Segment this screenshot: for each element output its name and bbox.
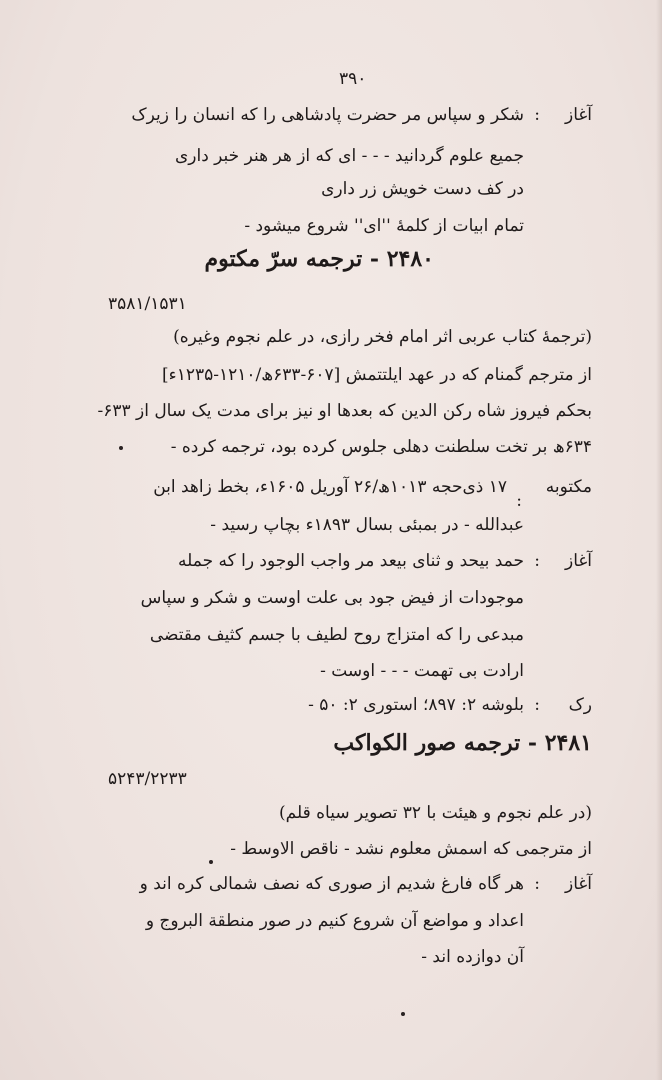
- text-line: در کف دست خویش زر داری: [321, 179, 524, 199]
- incipit-colon: :: [534, 874, 540, 894]
- text-line: جمیع علوم گردانید - - - ای که از هر هنر خبر داری: [174, 146, 524, 166]
- incipit-colon: :: [534, 105, 540, 125]
- catalog-number: ۵۲۴۳/۲۲۳۳: [108, 769, 187, 789]
- incipit-label: آغاز: [564, 105, 592, 125]
- text-line: ۶۳۴ھ بر تخت سلطنت دهلی جلوس کرده بود، ترجمه کرده -: [170, 437, 592, 457]
- reference-label: رک: [568, 695, 592, 715]
- text-line: موجودات از فیض جود بی علت اوست و شکر و سپاس: [140, 588, 524, 608]
- text-line: آن دوازده اند -: [421, 947, 524, 967]
- incipit-colon: :: [534, 551, 540, 571]
- copy-colon: :: [516, 491, 522, 511]
- text-line: (در علم نجوم و هیئت با ۳۲ تصویر سیاه قلم): [279, 803, 592, 823]
- catalog-number: ۳۵۸۱/۱۵۳۱: [108, 294, 187, 314]
- text-line: از مترجم گمنام که در عهد ایلتتمش [۶۰۷-۶۳۳ھ/۱۲۱۰-۱۲۳۵ء]: [162, 365, 592, 385]
- ink-speck: [209, 860, 213, 864]
- text-line: عبدالله - در بمبئی بسال ۱۸۹۳ء بچاپ رسید -: [210, 515, 524, 535]
- entry-heading: ۲۴۸۱ - ترجمه صور الکواکب: [333, 730, 592, 756]
- reference-line: بلوشه ۲: ۸۹۷؛ استوری ۲: ۵۰ -: [308, 695, 524, 715]
- reference-colon: :: [534, 695, 540, 715]
- ink-speck: [119, 446, 123, 450]
- text-line: هر گاه فارغ شدیم از صوری که نصف شمالی کره اند و: [139, 874, 524, 894]
- copy-label: مکتوبه: [545, 477, 592, 497]
- text-line: (ترجمۀ کتاب عربی اثر امام فخر رازی، در علم نجوم وغیره): [173, 327, 592, 347]
- text-line: از مترجمی که اسمش معلوم نشد - ناقص الاوسط -: [230, 839, 592, 859]
- text-line: تمام ابیات از کلمۀ ''ای'' شروع میشود -: [244, 216, 524, 236]
- text-line: ۱۷ ذی‌حجه ۱۰۱۳ھ/۲۶ آوریل ۱۶۰۵ء، بخط زاهد ابن: [153, 477, 507, 497]
- page-number: ۳۹۰: [339, 69, 367, 89]
- incipit-label: آغاز: [564, 874, 592, 894]
- incipit-label: آغاز: [564, 551, 592, 571]
- page-edge-shadow: [656, 0, 662, 1080]
- entry-heading: ۲۴۸۰ - ترجمه سرّ مکتوم: [204, 246, 434, 272]
- ink-speck: [401, 1012, 405, 1016]
- text-line: اعداد و مواضع آن شروع کنیم در صور منطقة البروج و: [145, 911, 524, 931]
- text-line: بحکم فیروز شاه رکن الدین که بعدها او نیز برای مدت یک سال از ۶۳۳-: [97, 401, 592, 421]
- text-line: شکر و سپاس مر حضرت پادشاهی را که انسان را زیرک: [131, 105, 524, 125]
- text-line: حمد بیحد و ثنای بیعد مر واجب الوجود را که جمله: [178, 551, 524, 571]
- text-line: مبدعی را که امتزاج روح لطیف با جسم کثیف مقتضی: [149, 625, 524, 645]
- text-line: ارادت بی تهمت - - - اوست -: [320, 661, 524, 681]
